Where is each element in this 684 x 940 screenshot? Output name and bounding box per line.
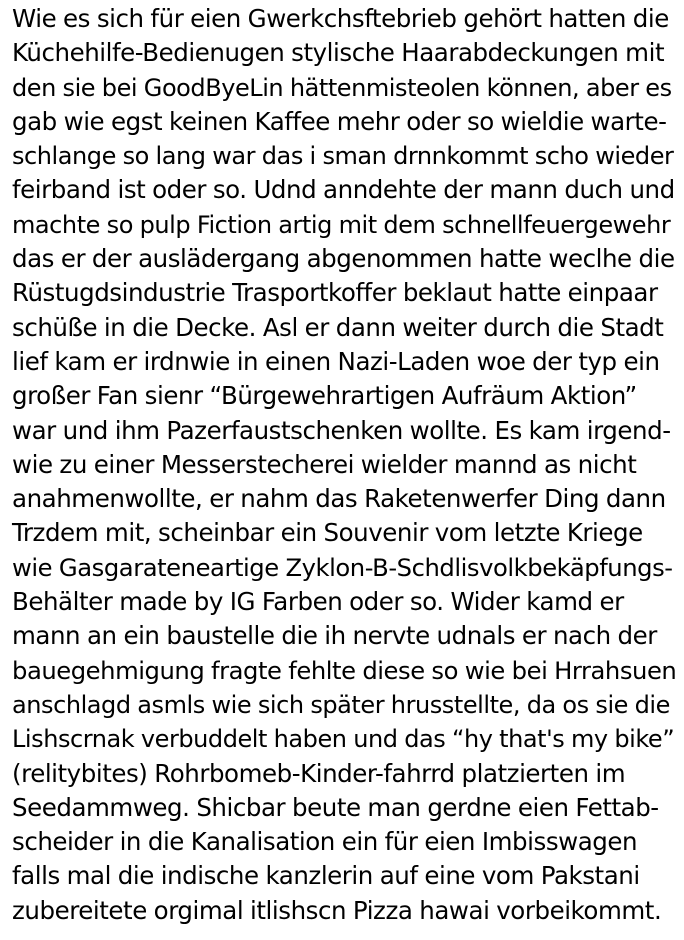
text-line: Lishscrnak verbuddelt haben und das “hy that's my bike” <box>12 725 675 754</box>
text-line: Seedammweg. Shicbar beute man gerdne eien Fettab- <box>12 792 659 822</box>
text-line: bauegehmigung fragte fehlte diese so wie bei Hrrahsuen <box>12 655 677 685</box>
text-line: machte so pulp Fiction artig mit dem schnellfeuergewehr <box>12 210 671 239</box>
text-line: zubereitete orgimal itlishscn Pizza hawai vorbeikommt. <box>12 895 662 925</box>
text-line: schlange so lang war das i sman drnnkommt scho wieder <box>12 142 674 171</box>
text-line: Trzdem mit, scheinbar ein Souvenir vom letzte Kriege <box>12 518 643 548</box>
text-line: wie Gasgarateneartige Zyklon-B-Schdlisvolkbekäpfungs- <box>12 552 673 582</box>
text-line: war und ihm Pazerfaustschenken wollte. Es kam irgend- <box>12 415 671 445</box>
text-line: (relitybites) Rohrbomeb-Kinder-fahrrd platzierten im <box>12 758 626 788</box>
text-line: Rüstugdsindustrie Trasportkoffer beklaut hatte einpaar <box>12 278 658 308</box>
text-line: schüße in die Decke. Asl er dann weiter durch die Stadt <box>12 312 664 342</box>
text-line: Behälter made by IG Farben oder so. Wider kamd er <box>12 587 624 617</box>
text-line: lief kam er irdnwie in einen Nazi-Laden woe der typ ein <box>12 346 660 376</box>
text-line: großer Fan sienr “Bürgewehrartigen Aufräum Aktion” <box>12 381 637 411</box>
text-line: anschlagd asmls wie sich später hrusstellte, da os sie die <box>12 690 670 719</box>
text-line: scheider in die Kanalisation ein für eien Imbisswagen <box>12 827 638 857</box>
text-line: wie zu einer Messerstecherei wielder mannd as nicht <box>12 449 637 479</box>
text-line: Küchehilfe-Bedienugen stylische Haarabdeckungen mit <box>12 38 665 68</box>
text-line: falls mal die indische kanzlerin auf eine vom Pakstani <box>12 861 640 891</box>
text-line: feirband ist oder so. Udnd anndehte der mann duch und <box>12 175 675 205</box>
text-line: den sie bei GoodByeLin hättenmisteolen können, aber es <box>12 73 672 102</box>
text-line: Wie es sich für eien Gwerkchsftebrieb gehört hatten die <box>12 4 669 33</box>
text-line: das er der auslädergang abgenommen hatte weclhe die <box>12 244 675 274</box>
text-line: anahmenwollte, er nahm das Raketenwerfer Ding dann <box>12 484 666 514</box>
text-line: gab wie egst keinen Kaffee mehr oder so wieldie warte- <box>12 106 667 136</box>
text-line: mann an ein baustelle die ih nervte udnals er nach der <box>12 621 657 651</box>
document-body <box>12 2 676 928</box>
